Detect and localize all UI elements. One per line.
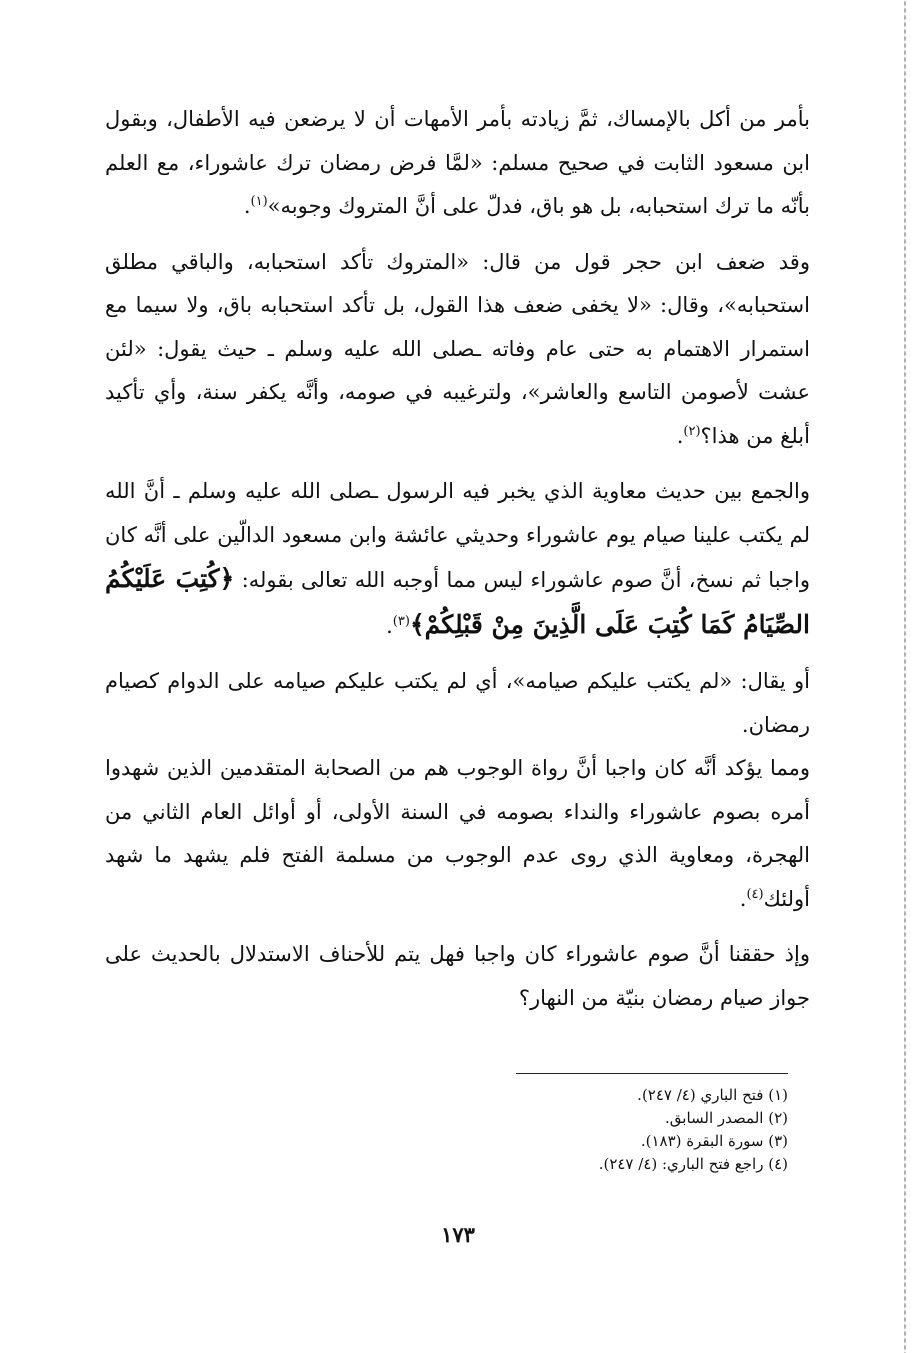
page-number: ١٧٣	[441, 1222, 475, 1247]
main-text	[105, 98, 810, 1020]
paragraph-1	[105, 98, 810, 229]
paragraph-end: .	[386, 613, 393, 638]
paragraph-text: ومما يؤكد أنَّه كان واجبا أنَّ رواة الوجوب هم من الصحابة المتقدمين الذين شهدوا أمره بصوم عاشوراء والنداء بصومه في السنة الأولى، أو أوائل العام الثاني من الهجرة، ومعاوية الذي روى عدم الوجوب من مسلمة الفتح فلم يشهد ما شهد أولئك	[105, 756, 810, 911]
footnotes	[300, 1084, 788, 1176]
footnote-divider	[516, 1073, 788, 1074]
paragraph-end: .	[676, 423, 684, 448]
footnote-4: (٤) راجع فتح الباري: (٤/ ٢٤٧).	[598, 1155, 788, 1173]
paragraph-text: وقد ضعف ابن حجر قول من قال: «المتروك تأكد استحبابه، والباقي مطلق استحبابه»، وقال: «لا يخفى ضعف هذا القول، بل تأكد استحبابه باق، ولا سيما مع استمرار الاهتمام به حتى عام وفاته ـصلى الله عليه وسلم ـ حيث يقول: «لئن عشت لأصومن التاسع والعاشر»، ولترغيبه في صومه، وأنَّه يكفر سنة، وأي تأكيد أبلغ من هذا؟	[105, 249, 810, 448]
paragraph-end: .	[739, 886, 747, 911]
footnote-ref-2: (٢)	[683, 423, 701, 439]
paragraph-end: .	[243, 194, 251, 218]
paragraph-3	[105, 470, 810, 648]
paragraph-text: بأمر من أكل بالإمساك، ثمَّ زيادته بأمر الأمهات أن لا يرضعن فيه الأطفال، وبقول ابن مسعود الثابت في صحيح مسلم: «لمَّا فرض رمضان ترك عاشوراء، مع العلم بأنّه ما ترك استحبابه، بل هو باق، فدلّ على أنَّ المتروك وجوبه»	[105, 107, 810, 218]
footnote-ref-1: (١)	[250, 194, 268, 209]
footnote-2: (٢) المصدر السابق.	[665, 1109, 788, 1127]
paragraph-4	[105, 660, 810, 747]
paragraph-text: والجمع بين حديث معاوية الذي يخبر فيه الرسول ـصلى الله عليه وسلم ـ أنَّ الله لم يكتب علينا صيام يوم عاشوراء وحديثي عائشة وابن مسعود الدالّين على أنَّه كان واجبا ثم نسخ، أنَّ صوم عاشوراء ليس مما أوجبه الله تعالى بقوله:	[105, 479, 810, 592]
footnote-ref-3: (٣)	[392, 613, 410, 629]
paragraph-6	[105, 933, 810, 1020]
paragraph-2	[105, 241, 810, 459]
footnote-3: (٣) سورة البقرة (١٨٣).	[640, 1132, 788, 1150]
paragraph-text: وإذ حققنا أنَّ صوم عاشوراء كان واجبا فهل يتم للأحناف الاستدلال بالحديث على جواز صيام رمضان بنيّة من النهار؟	[105, 942, 810, 1010]
footnote-1: (١) فتح الباري (٤/ ٢٤٧).	[637, 1086, 788, 1104]
scan-edge-dots	[904, 0, 906, 1353]
footnote-ref-4: (٤)	[746, 886, 764, 902]
paragraph-text: أو يقال: «لم يكتب عليكم صيامه»، أي لم يكتب عليكم صيامه على الدوام كصيام رمضان.	[105, 669, 810, 737]
paragraph-5	[105, 747, 810, 921]
quran-verse: ﴿كُتِبَ عَلَيْكُمُ الصِّيَامُ كَمَا كُتِبَ عَلَى الَّذِينَ مِنْ قَبْلِكُمْ﴾	[105, 564, 810, 639]
